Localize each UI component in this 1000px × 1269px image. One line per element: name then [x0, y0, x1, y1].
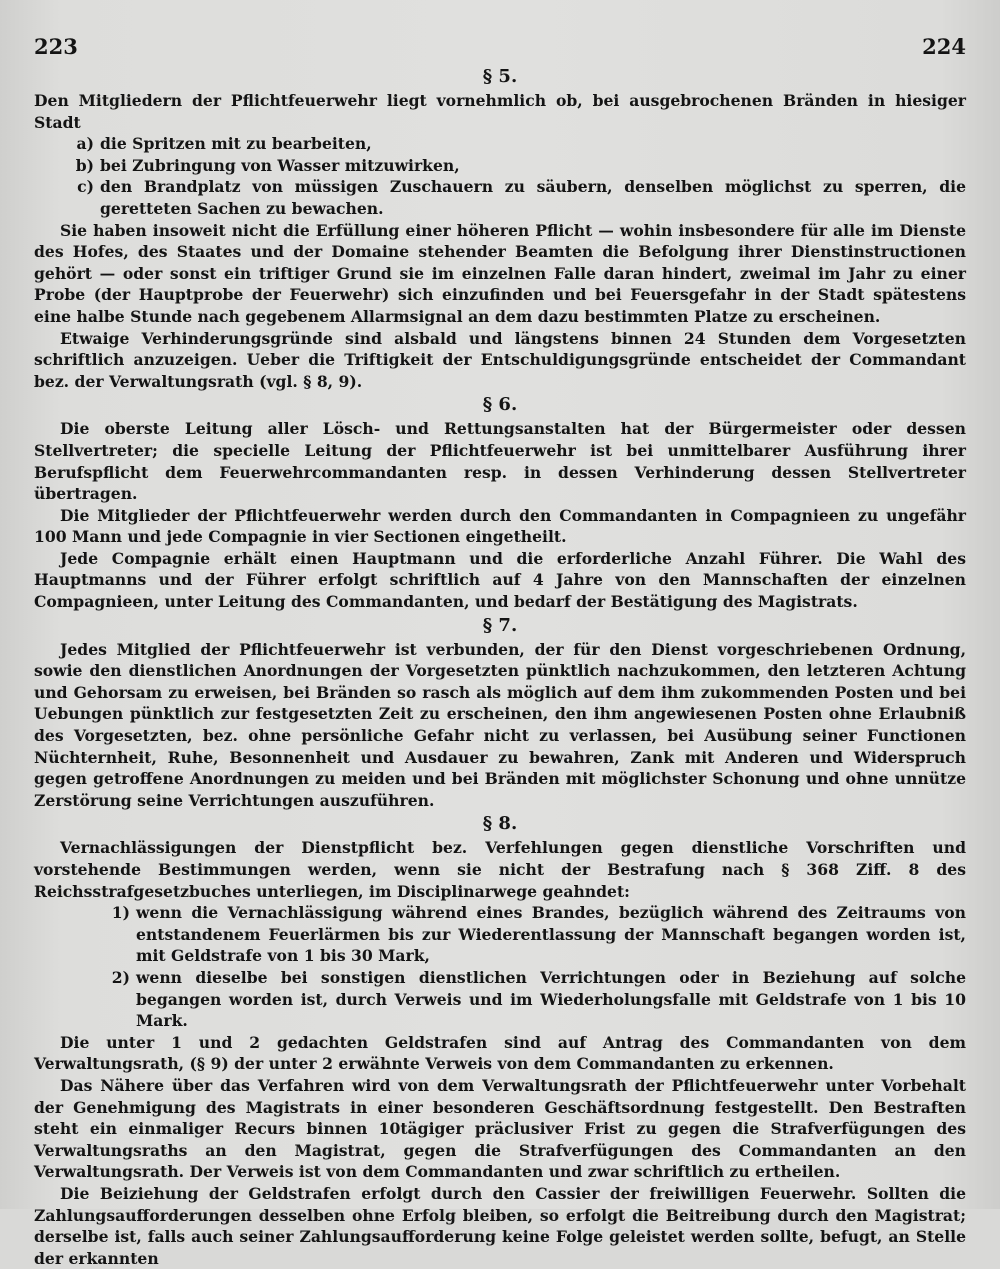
document-body	[34, 64, 966, 1269]
page-header	[34, 34, 966, 64]
list-item-text: die Spritzen mit zu bearbeiten,	[100, 134, 372, 154]
list-item-marker: 1)	[111, 903, 130, 923]
list-item-text: wenn die Vernachlässigung während eines Brandes, bezüglich während des Zeitraums von entstandenem Feuerlärmen bis zur Wiederentlassung der Mannschaft begangen worden ist, mit Geldstrafe von 1 bis 30 Mark,	[136, 903, 966, 966]
list-item-marker: a)	[76, 134, 94, 154]
list-item-text: wenn dieselbe bei sonstigen dienstlichen Verrichtungen oder in Beziehung auf solche begangen worden ist, durch Verweis und im Wiederholungsfalle mit Geldstrafe von 1 bis 10 Mark.	[136, 967, 966, 1031]
paragraph: Das Nähere über das Verfahren wird von dem Verwaltungsrath der Pflichtfeuerwehr unter Vorbehalt der Genehmigung des Magistrats in einer besonderen Geschäftsordnung festgestellt. Den Bestraften steht ein einmaliger Recurs binnen 10tägiger präclusiver Frist zu gegen die Strafverfügungen des Verwaltungsraths an den Magistrat, gegen die Strafverfügungen des Commandanten an den Verwaltungsrath. Der Verweis ist von dem Commandanten und zwar schriftlich zu ertheilen.	[34, 1075, 966, 1182]
paragraph: Den Mitgliedern der Pflichtfeuerwehr liegt vornehmlich ob, bei ausgebrochenen Bränden in hiesiger Stadt	[34, 91, 966, 132]
paragraph: Die unter 1 und 2 gedachten Geldstrafen sind auf Antrag des Commandanten von dem Verwaltungsrath, (§ 9) der unter 2 erwähnte Verweis von dem Commandanten zu erkennen.	[34, 1032, 966, 1074]
right-page-number: 224	[922, 34, 966, 59]
list-item-marker: 2)	[111, 967, 130, 987]
paragraph: Die Mitglieder der Pflichtfeuerwehr werden durch den Commandanten in Compagnieen zu ungefähr 100 Mann und jede Compagnie in vier Sectionen eingetheilt.	[34, 505, 966, 547]
paragraph: Jede Compagnie erhält einen Hauptmann und die erforderliche Anzahl Führer. Die Wahl des Hauptmanns und der Führer erfolgt schriftlich auf 4 Jahre von den Mannschaften der einzelnen Compagnieen, unter Leitung des Commandanten, und bedarf der Bestätigung des Magistrats.	[34, 548, 966, 612]
section-heading: § 5.	[482, 66, 518, 87]
section-heading: § 6.	[482, 394, 518, 416]
list-item	[34, 155, 966, 177]
paragraph: Sie haben insoweit nicht die Erfüllung einer höheren Pflicht — wohin insbesondere für alle im Dienste des Hofes, des Staates und der Domaine stehender Beamten die Befolgung ihrer Dienstinstructionen gehört — oder sonst ein triftiger Grund sie im einzelnen Falle daran hindert, zweimal im Jahr zu einer Probe (der Hauptprobe der Feuerwehr) sich einzufinden und bei Feuersgefahr in der Stadt spätestens eine halbe Stunde nach gegebenem Allarmsignal an dem dazu bestimmten Platze zu erscheinen.	[34, 220, 966, 326]
paragraph: Vernachlässigungen der Dienstpflicht bez. Verfehlungen gegen dienstliche Vorschriften und vorstehende Bestimmungen werden, wenn sie nicht der Bestrafung nach § 368 Ziff. 8 des Reichsstrafgesetzbuches unterliegen, im Disciplinarwege geahndet:	[34, 838, 966, 901]
list-item-marker: c)	[77, 177, 94, 197]
list-item-marker: b)	[75, 155, 94, 175]
section-heading: § 7.	[482, 614, 518, 636]
list-item	[34, 176, 966, 219]
paragraph: Etwaige Verhinderungsgründe sind alsbald und längstens binnen 24 Stunden dem Vorgesetzten schriftlich anzuzeigen. Ueber die Triftigkeit der Entschuldigungsgründe entscheidet der Commandant bez. der Verwaltungsrath (vgl. § 8, 9).	[34, 328, 966, 391]
paragraph: Die Beiziehung der Geldstrafen erfolgt durch den Cassier der freiwilligen Feuerwehr. Sollten die Zahlungsaufforderungen desselben ohne Erfolg bleiben, so erfolgt die Beitreibung durch den Magistrat; derselbe ist, falls auch seiner Zahlungsaufforderung keine Folge geleistet werden sollte, befugt, an Stelle der erkannten	[34, 1183, 966, 1268]
list-item	[34, 133, 966, 155]
section-heading: § 8.	[482, 813, 518, 835]
paragraph: Die oberste Leitung aller Lösch- und Rettungsanstalten hat der Bürgermeister oder dessen Stellvertreter; die specielle Leitung der Pflichtfeuerwehr ist bei unmittelbarer Ausführung ihrer Berufspflicht dem Feuerwehrcommandanten resp. in dessen Verhinderung dessen Stellvertreter übertragen.	[34, 419, 966, 504]
list-item	[34, 967, 966, 1032]
list-item-text: bei Zubringung von Wasser mitzuwirken,	[100, 155, 460, 175]
list-item	[34, 902, 966, 967]
paragraph: Jedes Mitglied der Pflichtfeuerwehr ist verbunden, der für den Dienst vorgeschriebenen Ordnung, sowie den dienstlichen Anordnungen der Vorgesetzten pünktlich nachzukommen, den letzteren Achtung und Gehorsam zu erweisen, bei Bränden so rasch als möglich auf dem ihm zukommenden Posten und bei Uebungen pünktlich zur festgesetzten Zeit zu erscheinen, den ihm angewiesenen Posten ohne Erlaubniß des Vorgesetzten, bez. ohne persönliche Gefahr nicht zu verlassen, bei Ausübung seiner Functionen Nüchternheit, Ruhe, Besonnenheit und Ausdauer zu bewahren, Zank mit Anderen und Widerspruch gegen getroffene Anordnungen zu meiden und bei Bränden mit möglichster Schonung und ohne unnütze Zerstörung seine Verrichtungen auszuführen.	[34, 639, 966, 810]
left-page-number: 223	[34, 34, 78, 59]
list-item-text: den Brandplatz von müssigen Zuschauern zu säubern, denselben möglichst zu sperren, die geretteten Sachen zu bewachen.	[100, 177, 966, 218]
